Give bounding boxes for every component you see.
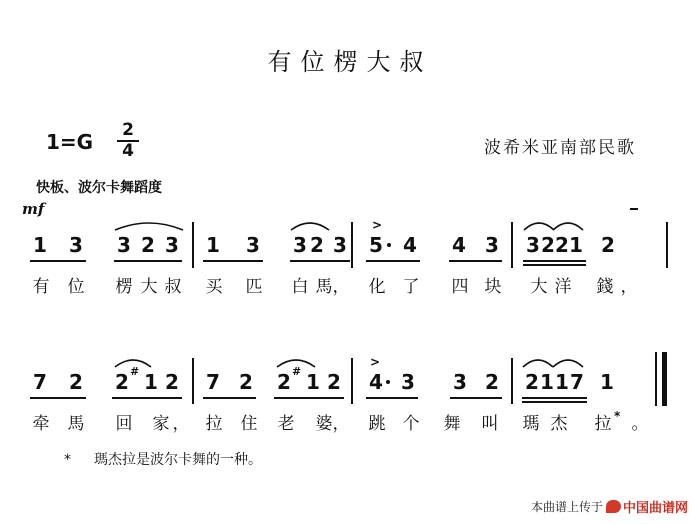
lyric: 楞 bbox=[115, 277, 133, 297]
barline bbox=[511, 222, 513, 268]
note: 2 bbox=[115, 370, 129, 394]
lyric: 婆 bbox=[315, 414, 333, 434]
meter-numerator: 2 bbox=[117, 122, 139, 142]
lyric: 叔 bbox=[164, 277, 182, 297]
lyric-punct: ， bbox=[332, 277, 350, 297]
note: 3 bbox=[293, 233, 307, 257]
lyric: 四 bbox=[451, 277, 469, 297]
lyric-punct: ， bbox=[172, 414, 190, 434]
note: 1 bbox=[33, 233, 47, 257]
key-signature: 1=G bbox=[46, 130, 94, 154]
dash-mark bbox=[630, 208, 638, 210]
lyric: 錢 bbox=[596, 277, 614, 297]
note: 2 bbox=[141, 233, 155, 257]
lyric: 匹 bbox=[245, 277, 263, 297]
slur bbox=[274, 355, 318, 369]
note: 2 bbox=[310, 233, 324, 257]
note-underline-double bbox=[523, 264, 586, 266]
note-underline bbox=[30, 397, 86, 399]
lyric-punct: ， bbox=[620, 277, 638, 297]
note: 3 bbox=[526, 233, 540, 257]
lyric: 住 bbox=[240, 414, 258, 434]
meter-denominator: 4 bbox=[122, 141, 134, 161]
barline bbox=[351, 222, 353, 268]
time-signature bbox=[117, 122, 139, 160]
note-underline bbox=[522, 397, 587, 399]
song-title: 有位楞大叔 bbox=[267, 48, 433, 76]
note: 1 bbox=[540, 370, 554, 394]
note: 2 bbox=[327, 370, 341, 394]
note-underline bbox=[290, 260, 350, 262]
lyric: 个 bbox=[402, 414, 420, 434]
note-underline bbox=[274, 397, 344, 399]
final-barline-thick bbox=[662, 352, 667, 406]
lyric: 大 bbox=[140, 277, 158, 297]
lyric: 牵 bbox=[32, 414, 50, 434]
composer: 波希米亚南部民歌 bbox=[484, 138, 636, 158]
note: 2 bbox=[277, 370, 291, 394]
note: 3 bbox=[485, 233, 499, 257]
note-underline bbox=[114, 260, 182, 262]
lyric: 化 bbox=[368, 277, 386, 297]
note: 3 bbox=[165, 233, 179, 257]
note: 2 bbox=[239, 370, 253, 394]
lyric: 馬 bbox=[315, 277, 333, 297]
note: 2 bbox=[525, 370, 539, 394]
barline bbox=[192, 222, 194, 268]
barline bbox=[511, 358, 513, 404]
augmentation-dot bbox=[386, 380, 390, 384]
note: 1 bbox=[555, 370, 569, 394]
note: 1 bbox=[206, 233, 220, 257]
note: 7 bbox=[206, 370, 220, 394]
tempo-marking: 快板、波尔卡舞蹈度 bbox=[36, 180, 162, 196]
sharp-sign: # bbox=[292, 365, 302, 378]
note: 3 bbox=[333, 233, 347, 257]
note: 1 bbox=[306, 370, 320, 394]
note-underline bbox=[523, 260, 586, 262]
lyric: 洋 bbox=[554, 277, 572, 297]
note: 3 bbox=[246, 233, 260, 257]
note-underline bbox=[30, 260, 86, 262]
note: 2 bbox=[555, 233, 569, 257]
note-underline bbox=[112, 397, 182, 399]
note: 3 bbox=[69, 233, 83, 257]
lyric: 买 bbox=[205, 277, 223, 297]
note-underline-double bbox=[522, 401, 587, 403]
augmentation-dot bbox=[387, 243, 391, 247]
slur bbox=[112, 218, 186, 232]
note: 3 bbox=[117, 233, 131, 257]
lyric: 白 bbox=[291, 277, 309, 297]
lyric: 拉 bbox=[594, 414, 612, 434]
lyric: 有 bbox=[32, 277, 50, 297]
lyric: 家 bbox=[152, 414, 170, 434]
lyric: 块 bbox=[484, 277, 502, 297]
note-underline bbox=[203, 260, 263, 262]
note: 4 bbox=[369, 370, 383, 394]
lyric: 回 bbox=[115, 414, 133, 434]
dynamic-marking: mf bbox=[22, 200, 45, 218]
footnote bbox=[64, 449, 262, 469]
accent-mark: > bbox=[372, 218, 383, 232]
note-underline bbox=[450, 397, 502, 399]
note: 2 bbox=[485, 370, 499, 394]
note: 3 bbox=[401, 370, 415, 394]
lyric: 舞 bbox=[443, 414, 461, 434]
note: 5 bbox=[369, 233, 383, 257]
note-underline bbox=[449, 260, 502, 262]
footnote-mark: * bbox=[64, 452, 71, 468]
lyric: 馬 bbox=[67, 414, 85, 434]
lyric: 拉 bbox=[205, 414, 223, 434]
slur bbox=[112, 355, 154, 369]
note: 2 bbox=[541, 233, 555, 257]
barline bbox=[666, 222, 668, 268]
note: 1 bbox=[144, 370, 158, 394]
note: 2 bbox=[69, 370, 83, 394]
slur bbox=[550, 355, 586, 369]
lyric: 瑪 bbox=[522, 414, 540, 434]
site-watermark bbox=[531, 497, 688, 516]
lyric: 了 bbox=[402, 277, 420, 297]
lyric: 跳 bbox=[368, 414, 386, 434]
note: 4 bbox=[403, 233, 417, 257]
note: 2 bbox=[165, 370, 179, 394]
barline bbox=[351, 358, 353, 404]
lyric-punct: 。 bbox=[631, 414, 649, 434]
lyric-punct: ， bbox=[332, 414, 350, 434]
note: 2 bbox=[601, 233, 615, 257]
note: 4 bbox=[452, 233, 466, 257]
note: 7 bbox=[570, 370, 584, 394]
note: 1 bbox=[600, 370, 614, 394]
note: 1 bbox=[569, 233, 583, 257]
site-prefix: 本曲谱上传于 bbox=[530, 500, 603, 514]
footnote-text: 瑪杰拉是波尔卡舞的一种。 bbox=[94, 452, 262, 468]
site-brand: 中国曲谱网 bbox=[622, 501, 688, 516]
final-barline-thin bbox=[655, 352, 657, 406]
accent-mark: > bbox=[370, 355, 381, 369]
note-underline bbox=[203, 397, 256, 399]
lyric: 大 bbox=[530, 277, 548, 297]
barline bbox=[192, 358, 194, 404]
note-underline bbox=[366, 397, 418, 399]
lyric: 杰 bbox=[550, 414, 568, 434]
footnote-marker: * bbox=[614, 409, 621, 423]
slur bbox=[550, 218, 586, 232]
note-underline bbox=[366, 260, 420, 262]
slur bbox=[288, 218, 332, 232]
lyric: 位 bbox=[67, 277, 85, 297]
note: 3 bbox=[453, 370, 467, 394]
lyric: 叫 bbox=[481, 414, 499, 434]
site-logo-icon bbox=[606, 500, 621, 513]
sharp-sign: # bbox=[130, 365, 140, 378]
lyric: 老 bbox=[277, 414, 295, 434]
note: 7 bbox=[33, 370, 47, 394]
